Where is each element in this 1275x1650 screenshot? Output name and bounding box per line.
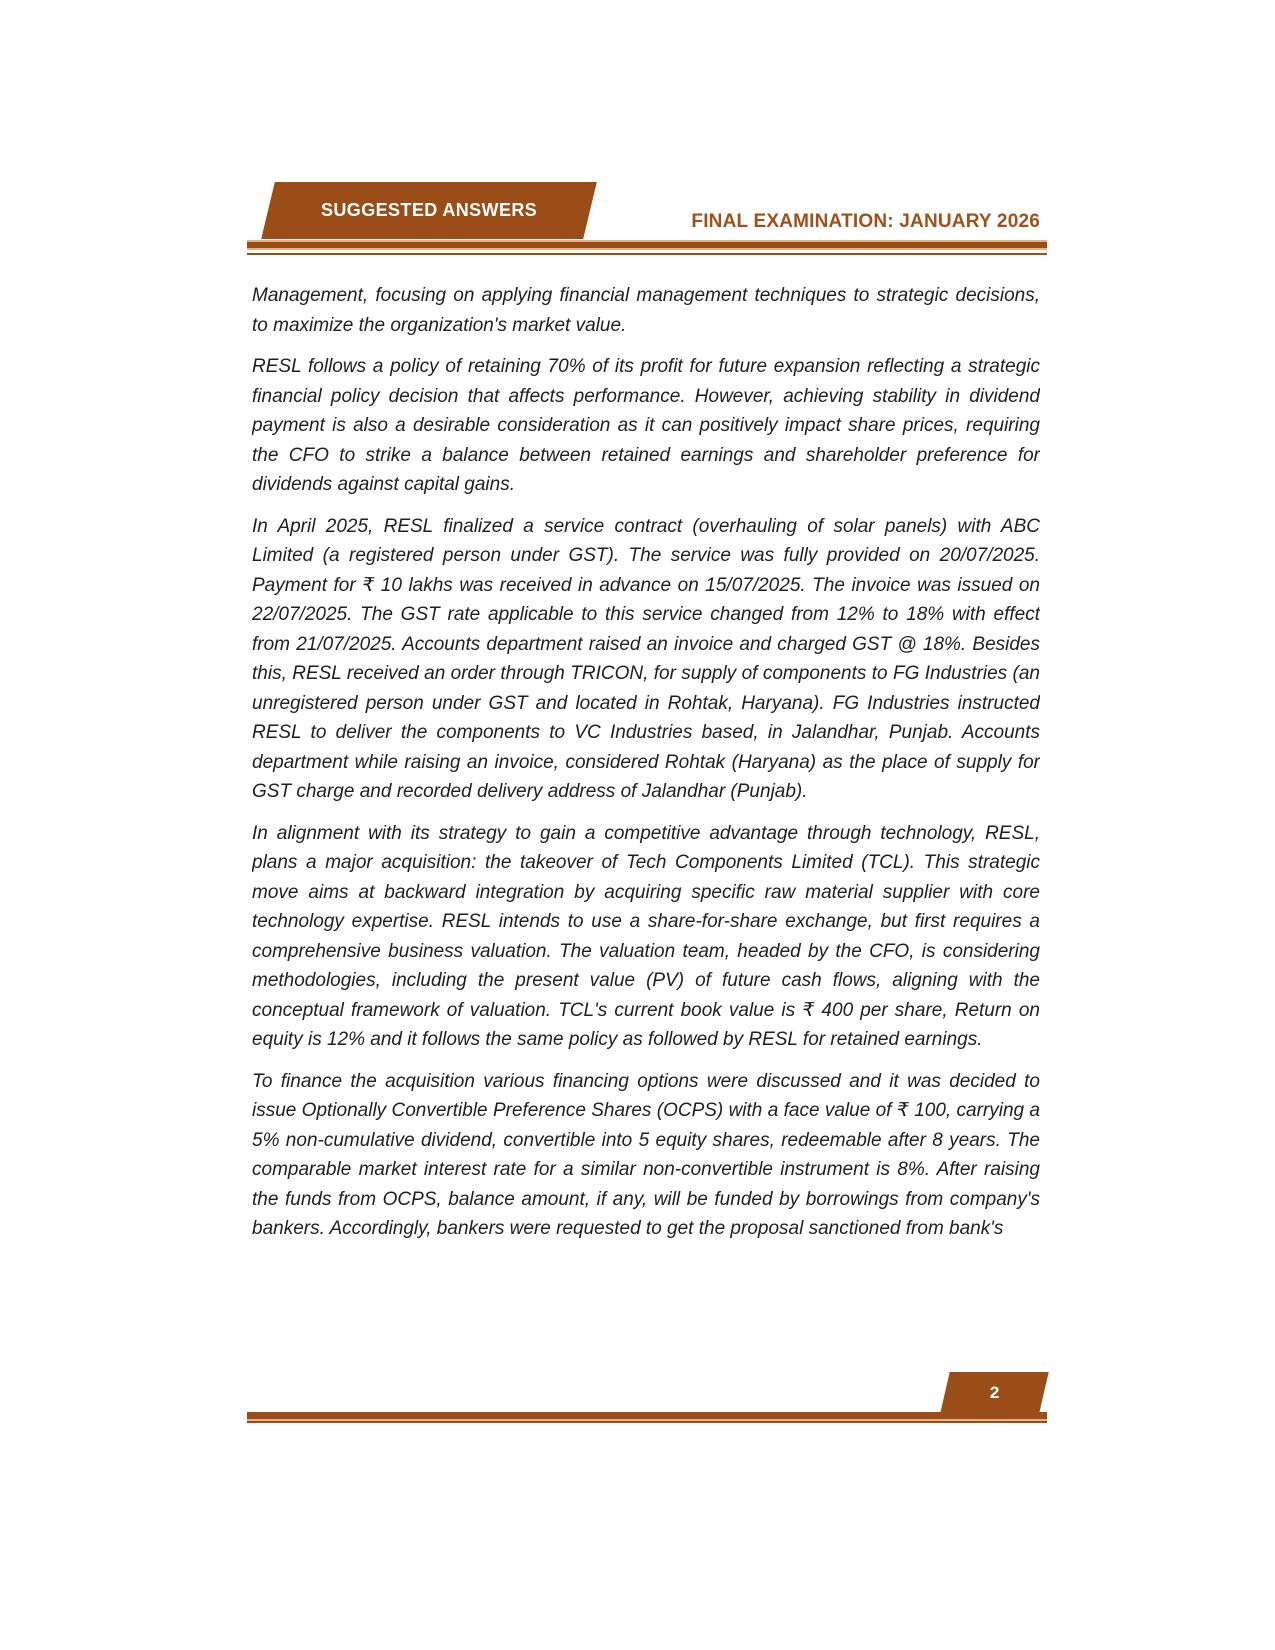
paragraph-5: To finance the acquisition various financing options were discussed and it was decided to issue Optionally Convertible Preference Shares (OCPS) with a face value of ₹ 100, carrying a 5% non-cumulative dividend, convertible into 5 equity shares, redeemable after 8 years. The comparable market interest rate for a similar non-convertible instrument is 8%. After raising the funds from OCPS, balance amount, if any, will be funded by borrowings from company's bankers. Accordingly, bankers were requested to get the proposal sanctioned from bank's (252, 1070, 1040, 1239)
paragraph-3: In April 2025, RESL finalized a service contract (overhauling of solar panels) with ABC Limited (a registered person under GST). The service was fully provided on 20/07/2025. Payment for ₹ 10 lakhs was received in advance on 15/07/2025. The invoice was issued on 22/07/2025. The GST rate applicable to this service changed from 12% to 18% with effect from 21/07/2025. Accounts department raised an invoice and charged GST @ 18%. Besides this, RESL received an order through TRICON, for supply of components to FG Industries (an unregistered person under GST and located in Rohtak, Haryana). FG Industries instructed RESL to deliver the components to VC Industries based, in Jalandhar, Punjab. Accounts department while raising an invoice, considered Rohtak (Haryana) as the place of supply for GST charge and recorded delivery address of Jalandhar (Punjab). (252, 515, 1040, 802)
header-rule-thin (247, 253, 1047, 255)
footer-rule-thin (247, 1421, 1047, 1423)
paragraph-1: Management, focusing on applying financial management techniques to strategic decisions, to maximize the organization's market value. (252, 285, 1040, 336)
suggested-answers-badge (261, 182, 597, 239)
footer-rule-thick (247, 1412, 1047, 1419)
exam-title: FINAL EXAMINATION: JANUARY 2026 (691, 211, 1040, 232)
suggested-answers-label: SUGGESTED ANSWERS (320, 200, 538, 220)
page-number-badge (940, 1372, 1048, 1413)
page-number: 2 (989, 1382, 1000, 1402)
paragraph-4: In alignment with its strategy to gain a competitive advantage through technology, RESL, plans a major acquisition: the takeover of Tech Components Limited (TCL). This strategic move aims at backward integration by acquiring specific raw material supplier with core technology expertise. RESL intends to use a share-for-share exchange, but first requires a comprehensive business valuation. The valuation team, headed by the CFO, is considering methodologies, including the present value (PV) of future cash flows, aligning with the conceptual framework of valuation. TCL's current book value is ₹ 400 per share, Return on equity is 12% and it follows the same policy as followed by RESL for retained earnings. (252, 822, 1040, 1050)
document-body (252, 281, 1040, 1367)
paragraph-2: RESL follows a policy of retaining 70% of its profit for future expansion reflecting a strategic financial policy decision that affects performance. However, achieving stability in dividend payment is also a desirable consideration as it can positively impact share prices, requiring the CFO to strike a balance between retained earnings and shareholder preference for dividends against capital gains. (252, 356, 1040, 495)
header-rule (247, 240, 1047, 255)
footer-rule (247, 1412, 1047, 1423)
